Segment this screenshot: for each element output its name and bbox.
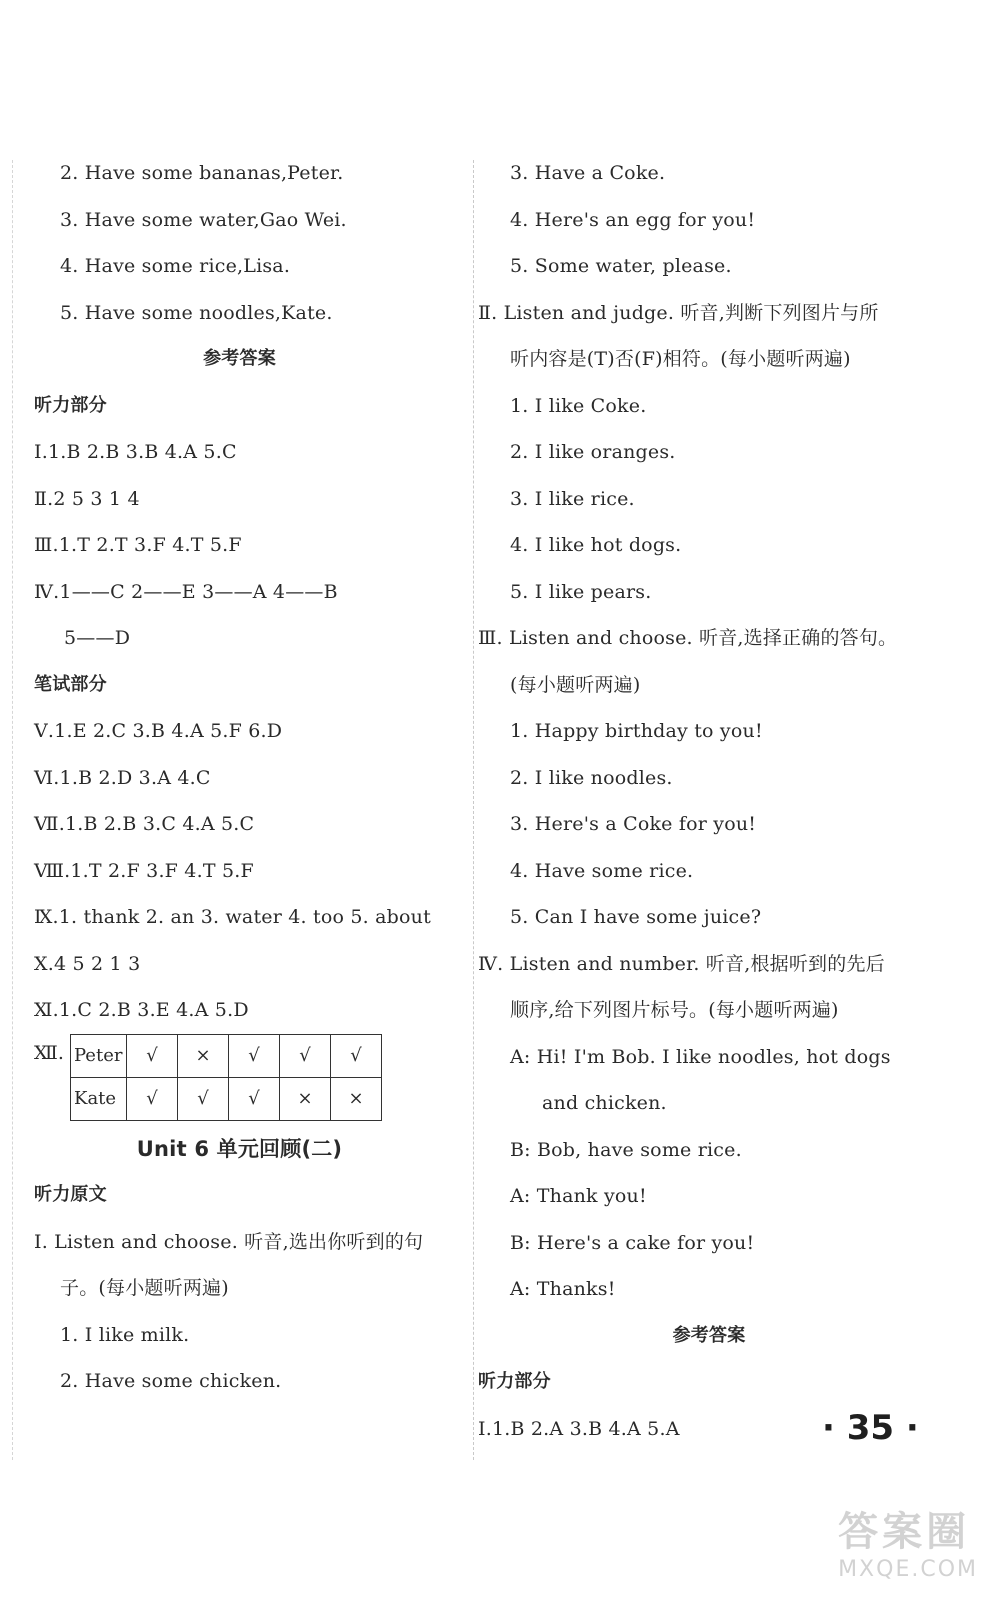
table-cell-mark: √ [127,1077,178,1120]
right-column [478,150,940,1452]
answer-line: Ⅵ.1.B 2.D 3.A 4.C [34,766,211,789]
left-column [12,150,467,1405]
answer-table-block [12,1034,467,1126]
table-cell-mark: √ [229,1077,280,1120]
question-line-wrap: 顺序,给下列图片标号。(每小题听两遍) [510,999,839,1021]
script-line: 5. Have some noodles,Kate. [60,301,333,324]
script-line: 4. Have some rice. [510,859,694,882]
script-line: 4. Here's an egg for you! [510,208,756,231]
unit-title: Unit 6 单元回顾(二) [136,1136,343,1161]
listening-heading: 听力部分 [478,1371,551,1392]
table-cell-mark: √ [229,1034,280,1077]
question-line: Ⅱ. Listen and judge. 听音,判断下列图片与所 [478,301,879,324]
script-line: 1. I like milk. [60,1323,190,1346]
script-line: 4. Have some rice,Lisa. [60,255,291,277]
dialogue-line: B: Bob, have some rice. [510,1138,742,1161]
script-line: 3. Have some water,Gao Wei. [60,208,347,231]
question-line-wrap: 听内容是(T)否(F)相符。(每小题听两遍) [510,348,851,370]
table-cell-mark: × [331,1077,382,1120]
answer-line: Ⅴ.1.E 2.C 3.B 4.A 5.F 6.D [34,720,283,742]
question-line-wrap: (每小题听两遍) [510,673,641,696]
script-line: 5. I like pears. [510,580,652,603]
answer-title: 参考答案 [672,1324,746,1346]
table-row [71,1077,382,1120]
script-line: 3. Have a Coke. [510,162,666,184]
script-line: 2. I like oranges. [510,441,676,463]
question-line: Ⅰ. Listen and choose. 听音,选出你听到的句 [34,1230,424,1253]
script-line: 1. I like Coke. [510,394,647,417]
answer-line: Ⅸ.1. thank 2. an 3. water 4. too 5. about [34,906,431,928]
script-heading: 听力原文 [34,1184,107,1205]
written-heading: 笔试部分 [34,673,107,695]
dialogue-line-wrap: and chicken. [542,1092,667,1114]
table-cell-mark: √ [331,1034,382,1077]
table-cell-mark: × [178,1034,229,1077]
script-line: 5. Some water, please. [510,255,732,277]
answer-line: Ⅱ.2 5 3 1 4 [34,487,140,510]
answer-line: Ⅳ.1——C 2——E 3——A 4——B [34,580,338,603]
answer-title: 参考答案 [203,348,276,369]
watermark-en: MXQE.COM [838,1557,978,1582]
answer-line: Ⅹ.4 5 2 1 3 [34,952,141,975]
answer-line-wrap: 5——D [64,627,131,649]
table-cell-mark: × [280,1077,331,1120]
answer-line: Ⅲ.1.T 2.T 3.F 4.T 5.F [34,534,242,556]
table-cell-mark: √ [127,1034,178,1077]
script-line: 5. Can I have some juice? [510,906,762,928]
table-row [71,1034,382,1077]
answer-table [70,1034,382,1121]
script-line: 2. I like noodles. [510,766,673,789]
dialogue-line: A: Hi! I'm Bob. I like noodles, hot dogs [510,1045,891,1068]
dialogue-line: A: Thank you! [510,1185,647,1207]
listening-heading: 听力部分 [34,394,107,416]
watermark-cn: 答案圈 [838,1509,971,1555]
table-cell-name: Peter [71,1034,127,1077]
script-line: 1. Happy birthday to you! [510,720,763,742]
page-number: · 35 · [822,1408,919,1448]
answer-line: Ⅰ.1.B 2.B 3.B 4.A 5.C [34,441,237,463]
table-label: Ⅻ. [34,1041,64,1064]
answer-line: Ⅷ.1.T 2.F 3.F 4.T 5.F [34,859,254,882]
table-cell-mark: √ [178,1077,229,1120]
script-line: 4. I like hot dogs. [510,534,682,556]
script-line: 2. Have some chicken. [60,1370,282,1392]
dialogue-line: B: Here's a cake for you! [510,1231,755,1254]
answer-line: Ⅺ.1.C 2.B 3.E 4.A 5.D [34,999,249,1021]
table-cell-name: Kate [71,1077,127,1120]
table-cell-mark: √ [280,1034,331,1077]
watermark-logo [838,1500,978,1582]
question-line-wrap: 子。(每小题听两遍) [60,1277,229,1299]
answer-line: Ⅰ.1.B 2.A 3.B 4.A 5.A [478,1417,680,1440]
script-line: 2. Have some bananas,Peter. [60,162,344,184]
question-line: Ⅳ. Listen and number. 听音,根据听到的先后 [478,952,885,975]
script-line: 3. I like rice. [510,487,635,510]
dialogue-line: A: Thanks! [510,1278,616,1300]
answer-line: Ⅶ.1.B 2.B 3.C 4.A 5.C [34,813,255,835]
script-line: 3. Here's a Coke for you! [510,813,757,835]
column-divider [473,160,474,1460]
question-line: Ⅲ. Listen and choose. 听音,选择正确的答句。 [478,627,898,649]
